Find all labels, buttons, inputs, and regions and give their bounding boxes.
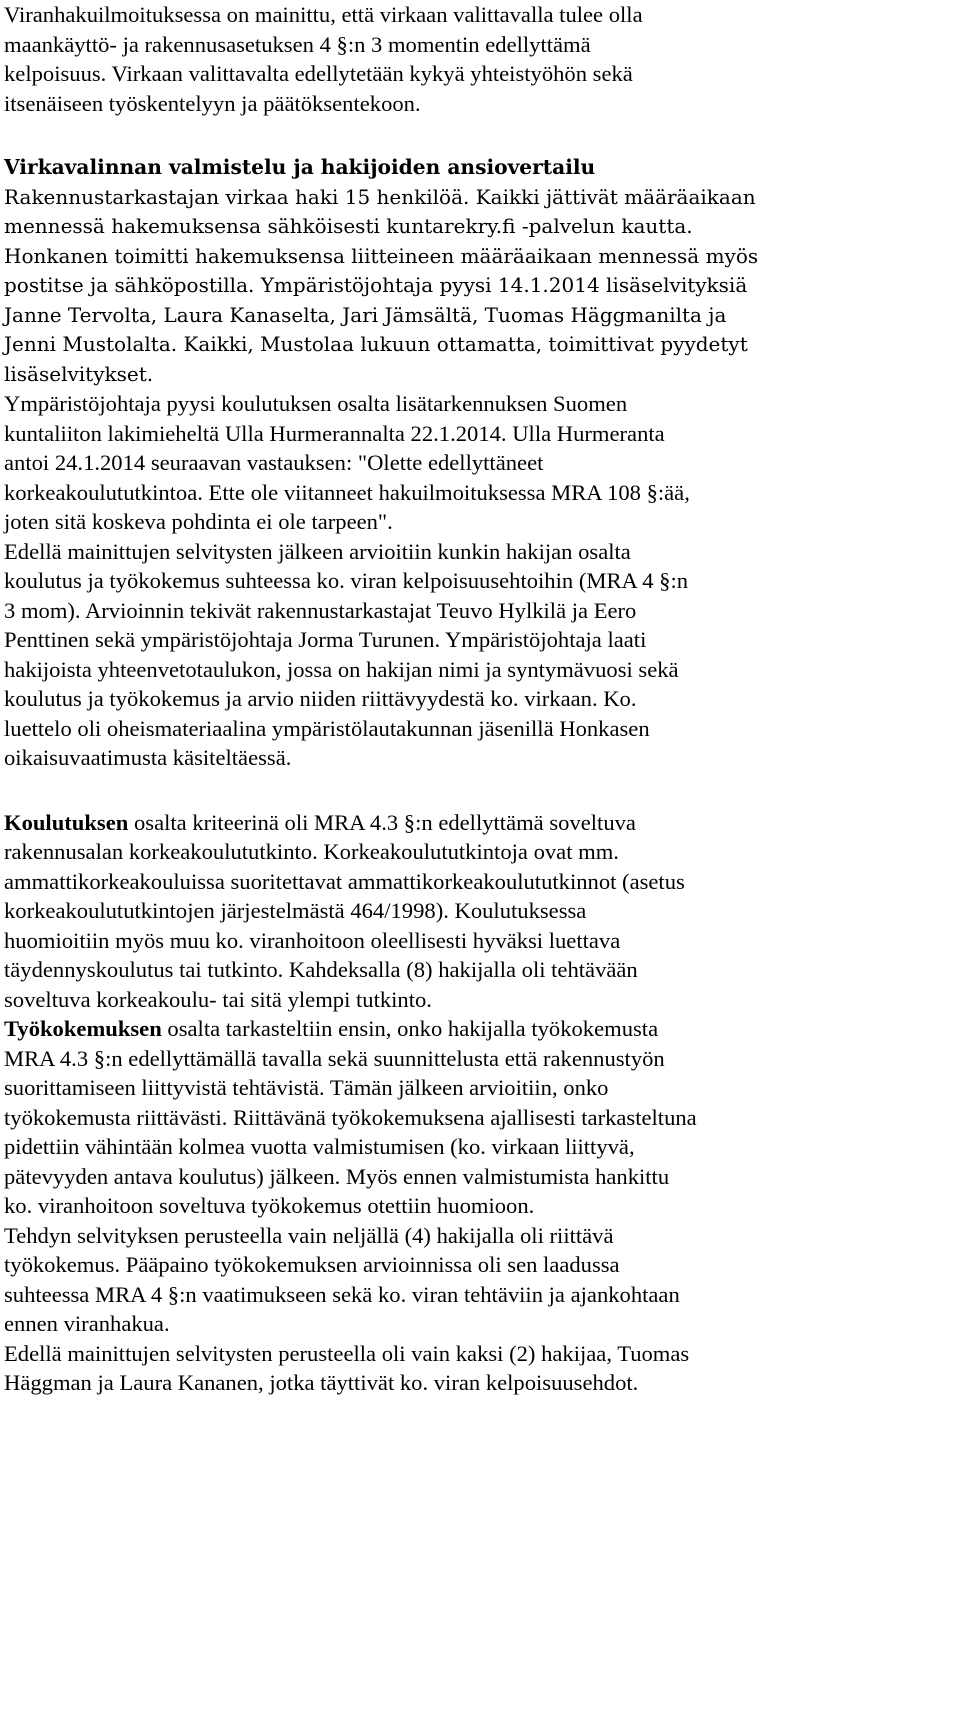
text-line: kuntaliiton lakimieheltä Ulla Hurmerannalta 22.1.2014. Ulla Hurmeranta — [4, 420, 665, 446]
text-line: suhteessa MRA 4 §:n vaatimukseen sekä ko. viran tehtäviin ja ajankohtaan — [4, 1281, 680, 1307]
text-line: Edellä mainittujen selvitysten jälkeen arvioitiin kunkin hakijan osalta — [4, 538, 631, 564]
text-line: pidettiin vähintään kolmea vuotta valmistumisen (ko. virkaan liittyvä, — [4, 1134, 635, 1159]
text-line: oikaisuvaatimusta käsiteltäessä. — [4, 745, 292, 770]
section-heading: Virkavalinnan valmistelu ja hakijoiden ansiovertailu — [4, 155, 596, 179]
text-line — [4, 1014, 960, 1044]
text-line: ammattikorkeakouluissa suoritettavat ammattikorkeakoulututkinnot (asetus — [4, 868, 685, 894]
text-line: työkokemusta riittävästi. Riittävänä työkokemuksena ajallisesti tarkasteltuna — [4, 1104, 697, 1130]
text-line: luettelo oli oheismateriaalina ympäristölautakunnan jäsenillä Honkasen — [4, 715, 650, 741]
text-line: itsenäiseen työskentelyyn ja päätöksentekoon. — [4, 90, 421, 116]
text-line: maankäyttö- ja rakennusasetuksen 4 §:n 3 momentin edellyttämä — [4, 31, 591, 57]
text-line: Häggman ja Laura Kananen, jotka täyttivät ko. viran kelpoisuusehdot. — [4, 1370, 639, 1395]
text-line: antoi 24.1.2014 seuraavan vastauksen: "Olette edellyttäneet — [4, 450, 544, 475]
text-line: joten sitä koskeva pohdinta ei ole tarpeen". — [4, 509, 393, 534]
text-line: Edellä mainittujen selvitysten perusteella oli vain kaksi (2) hakijaa, Tuomas — [4, 1340, 690, 1366]
text-line: korkeakoulututkintoa. Ette ole viitanneet hakuilmoituksessa MRA 108 §:ää, — [4, 479, 690, 505]
text-line: mennessä hakemuksensa sähköisesti kuntarekry.fi -palvelun kautta. — [4, 214, 693, 238]
text-line: Honkanen toimitti hakemuksensa liitteineen määräaikaan mennessä myös — [4, 243, 759, 268]
text-span: osalta kriteerinä oli MRA 4.3 §:n edellyttämä soveltuva — [128, 809, 636, 835]
text-line: kelpoisuus. Virkaan valittavalta edellytetään kykyä yhteistyöhön sekä — [4, 61, 633, 86]
text-line: Rakennustarkastajan virkaa haki 15 henkilöä. Kaikki jättivät määräaikaan — [4, 184, 756, 209]
text-line: Jenni Mustolalta. Kaikki, Mustolaa lukuun ottamatta, toimittivat pyydetyt — [4, 332, 748, 356]
applicants-paragraph — [4, 183, 960, 390]
text-line: Penttinen sekä ympäristöjohtaja Jorma Turunen. Ympäristöjohtaja laati — [4, 627, 647, 652]
text-line: korkeakoulututkintojen järjestelmästä 464/1998). Koulutuksessa — [4, 898, 587, 923]
text-line: hakijoista yhteenvetotaulukon, jossa on hakijan nimi ja syntymävuosi sekä — [4, 656, 679, 682]
text-line: koulutus ja työkokemus suhteessa ko. viran kelpoisuusehtoihin (MRA 4 §:n — [4, 568, 689, 593]
text-line: rakennusalan korkeakoulututkinto. Korkeakoulututkintoja ovat mm. — [4, 839, 619, 864]
text-line: koulutus ja työkokemus ja arvio niiden riittävyydestä ko. virkaan. Ko. — [4, 686, 637, 711]
koulutus-paragraph — [4, 808, 960, 1015]
text-line: Janne Tervolta, Laura Kanaselta, Jari Jämsältä, Tuomas Häggmanilta ja — [4, 302, 727, 327]
text-line: Viranhakuilmoituksessa on mainittu, että virkaan valittavalla tulee olla — [4, 2, 643, 27]
text-line: ennen viranhakua. — [4, 1311, 170, 1336]
evaluation-paragraph — [4, 389, 960, 773]
text-line: lisäselvitykset. — [4, 361, 154, 386]
text-line — [4, 808, 960, 838]
text-line: postitse ja sähköpostilla. Ympäristöjohtaja pyysi 14.1.2014 lisäselvityksiä — [4, 273, 748, 297]
text-line: Tehdyn selvityksen perusteella vain neljällä (4) hakijalla oli riittävä — [4, 1222, 614, 1248]
text-line: Ympäristöjohtaja pyysi koulutuksen osalta lisätarkennuksen Suomen — [4, 391, 628, 416]
intro-paragraph — [4, 0, 960, 118]
text-line: suorittamiseen liittyvistä tehtävistä. Tämän jälkeen arvioitiin, onko — [4, 1075, 609, 1100]
text-line: huomioitiin myös muu ko. viranhoitoon oleellisesti hyväksi luettava — [4, 927, 621, 953]
text-line: 3 mom). Arvioinnin tekivät rakennustarkastajat Teuvo Hylkilä ja Eero — [4, 597, 637, 623]
text-line: MRA 4.3 §:n edellyttämällä tavalla sekä suunnittelusta että rakennustyön — [4, 1045, 665, 1071]
text-line: pätevyyden antava koulutus) jälkeen. Myös ennen valmistumista hankittu — [4, 1163, 670, 1189]
koulutus-term: Koulutuksen — [4, 809, 129, 835]
text-line: soveltuva korkeakoulu- tai sitä ylempi tutkinto. — [4, 986, 432, 1012]
tyokokemus-term: Työkokemuksen — [4, 1016, 162, 1041]
tyokokemus-paragraph — [4, 1014, 960, 1398]
text-span: osalta tarkasteltiin ensin, onko hakijalla työkokemusta — [161, 1016, 659, 1041]
text-line: ko. viranhoitoon soveltuva työkokemus otettiin huomioon. — [4, 1193, 535, 1218]
text-line: täydennyskoulutus tai tutkinto. Kahdeksalla (8) hakijalla oli tehtävään — [4, 957, 638, 982]
text-line: työkokemus. Pääpaino työkokemuksen arvioinnissa oli sen laadussa — [4, 1252, 620, 1277]
